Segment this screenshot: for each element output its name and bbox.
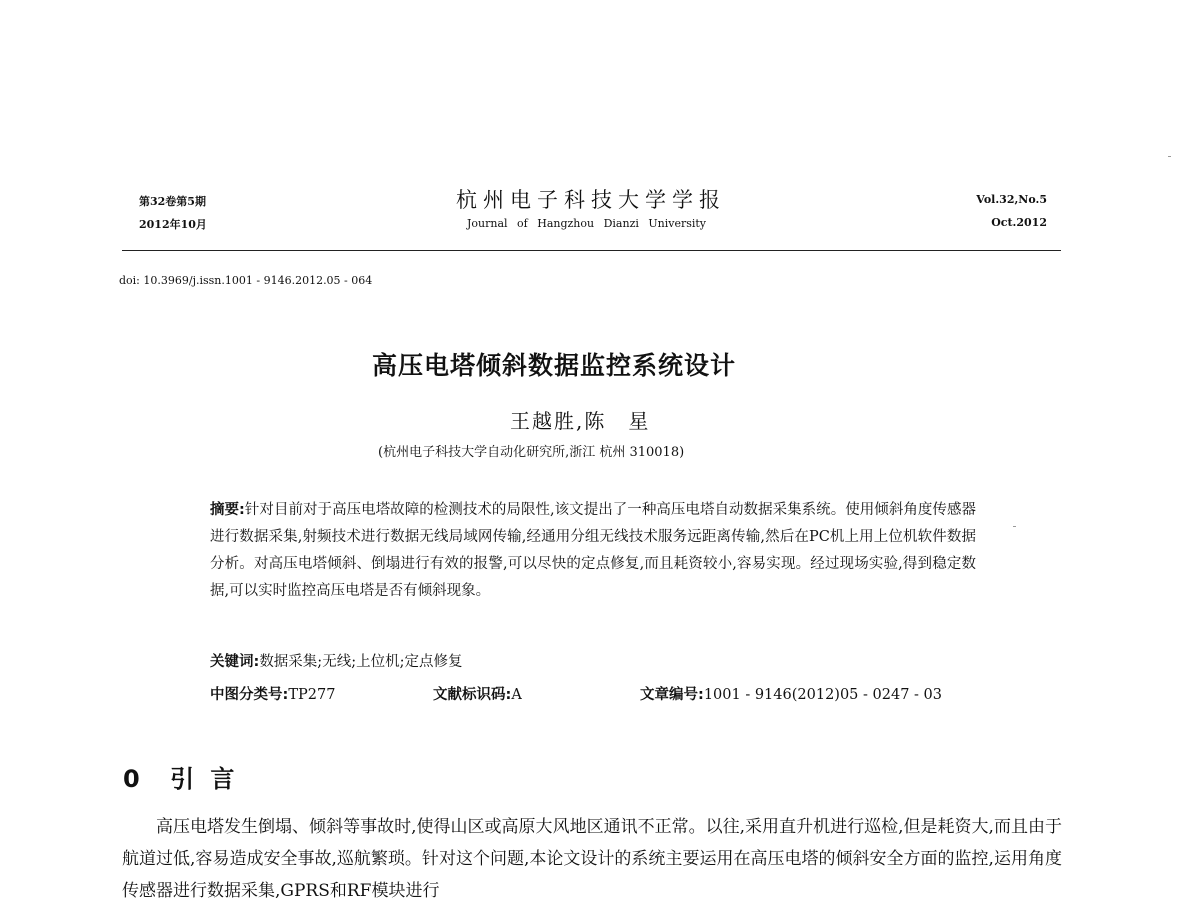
section-number: 0 (123, 765, 144, 793)
section-heading (123, 759, 238, 794)
header-volume-issue-cn: 第32卷第5期 (139, 195, 206, 208)
abstract-label: 摘要: (210, 502, 245, 518)
header-date-en: Oct.2012 (991, 216, 1047, 229)
scan-speck (1013, 526, 1016, 527)
keywords (210, 650, 462, 671)
article-title: 高压电塔倾斜数据监控系统设计 (372, 351, 737, 380)
article-number (640, 683, 942, 704)
article-no-label: 文章编号: (640, 687, 704, 703)
header-volume-issue-en: Vol.32,No.5 (976, 193, 1047, 206)
clc-value: TP277 (288, 687, 336, 703)
keywords-text: 数据采集;无线;上位机;定点修复 (259, 654, 463, 670)
article-no-value: 1001 - 9146(2012)05 - 0247 - 03 (703, 687, 942, 703)
doc-code-value: A (511, 687, 522, 703)
clc-number (210, 683, 335, 704)
header-date-cn: 2012年10月 (139, 218, 207, 231)
body-paragraph: 高压电塔发生倒塌、倾斜等事故时,使得山区或高原大风地区通讯不正常。以往,采用直升机进行巡检,但是耗资大,而且由于航道过低,容易造成安全事故,巡航繁琐。针对这个问题,本论文设计的系统主要运用在高压电塔的倾斜安全方面的监控,运用角度传感器进行数据采集,GPRS和RF模块进行 (122, 817, 1062, 901)
journal-title-en: Journal of Hangzhou Dianzi University (467, 217, 707, 230)
article-authors: 王越胜,陈 星 (510, 409, 651, 433)
abstract (210, 497, 976, 605)
scan-speck (1168, 156, 1171, 157)
abstract-text: 针对目前对于高压电塔故障的检测技术的局限性,该文提出了一种高压电塔自动数据采集系统。使用倾斜角度传感器进行数据采集,射频技术进行数据无线局域网传输,经通用分组无线技术服务远距离传输,然后在PC机上用上位机软件数据分析。对高压电塔倾斜、倒塌进行有效的报警,可以尽快的定点修复,而且耗资较小,容易实现。经过现场实验,得到稳定数据,可以实时监控高压电塔是否有倾斜现象。 (210, 502, 976, 599)
article-affiliation: (杭州电子科技大学自动化研究所,浙江 杭州 310018) (378, 445, 685, 460)
keywords-label: 关键词: (210, 654, 260, 670)
section-title: 引 言 (170, 765, 239, 793)
document-code (433, 683, 522, 704)
clc-label: 中图分类号: (210, 687, 289, 703)
doc-code-label: 文献标识码: (433, 687, 512, 703)
journal-title-cn: 杭州电子科技大学学报 (456, 188, 726, 212)
doi-line: doi: 10.3969/j.issn.1001 - 9146.2012.05 - 064 (119, 274, 373, 287)
header-rule (122, 250, 1061, 251)
